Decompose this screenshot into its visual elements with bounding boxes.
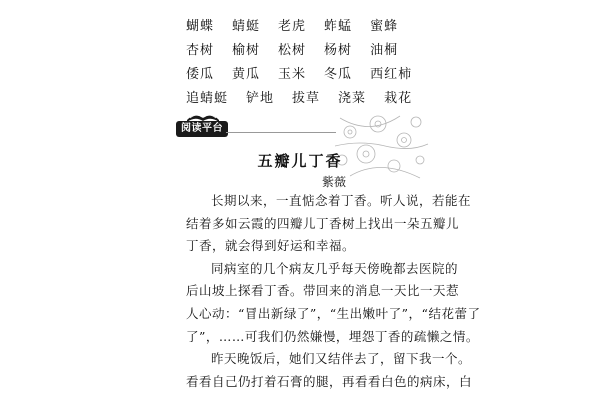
vocab-row — [186, 60, 446, 84]
vocab-word: 油桐 — [370, 42, 399, 58]
article-line: 昨天晚饭后，她们又结伴去了，留下我一个。 — [211, 351, 472, 367]
vocab-word: 榆树 — [232, 42, 261, 58]
article-line: 人心动：“冒出新绿了”，“生出嫩叶了”，“结花蕾了 — [186, 305, 481, 321]
vocabulary-list — [186, 12, 446, 108]
article-body — [186, 190, 481, 393]
article-line: 同病室的几个病友几乎每天傍晚都去医院的 — [211, 260, 459, 276]
article-line: 了”，……可我们仍然嫌慢，埋怨丁香的疏懒之情。 — [186, 328, 479, 344]
vocab-word: 松树 — [278, 42, 307, 58]
vocab-word: 栽花 — [384, 90, 413, 106]
vocab-row — [186, 12, 446, 36]
vocab-word: 蜻蜓 — [232, 18, 261, 34]
open-book-icon — [186, 108, 220, 122]
article-line: 后山坡上探看丁香。带回来的消息一天比一天惹 — [186, 283, 460, 299]
section-label: 阅读平台 — [176, 121, 228, 137]
vocab-word: 黄瓜 — [232, 66, 261, 82]
vocab-word: 拔草 — [292, 90, 321, 106]
vocab-word: 蜜蜂 — [370, 18, 399, 34]
vocab-word: 杏树 — [186, 42, 215, 58]
vocab-word: 老虎 — [278, 18, 307, 34]
article-title: 五瓣儿丁香 — [257, 152, 343, 170]
vocab-word: 追蜻蜓 — [186, 90, 229, 106]
vocab-word: 倭瓜 — [186, 66, 215, 82]
article-line: 结着多如云霞的四瓣儿丁香树上找出一朵五瓣儿 — [186, 215, 460, 231]
vocab-word: 蝴蝶 — [186, 18, 215, 34]
vocab-row — [186, 84, 446, 108]
vocab-word: 玉米 — [278, 66, 307, 82]
vocab-word: 浇菜 — [338, 90, 367, 106]
article-line: 长期以来，一直惦念着丁香。听人说，若能在 — [211, 193, 472, 208]
reading-platform-badge — [176, 108, 228, 140]
vocab-word: 西红柿 — [370, 66, 413, 82]
vocab-word: 铲地 — [246, 90, 275, 106]
vocab-row — [186, 36, 446, 60]
section-divider — [226, 132, 336, 133]
vocab-word: 蚱蜢 — [324, 18, 353, 34]
article-author: 紫薇 — [322, 175, 347, 189]
vocab-word: 杨树 — [324, 42, 353, 58]
article-line: 丁香，就会得到好运和幸福。 — [186, 238, 356, 254]
article-line: 看看自己仍打着石膏的腿，再看看白色的病床，白 — [186, 373, 473, 389]
vocab-word: 冬瓜 — [324, 66, 353, 82]
